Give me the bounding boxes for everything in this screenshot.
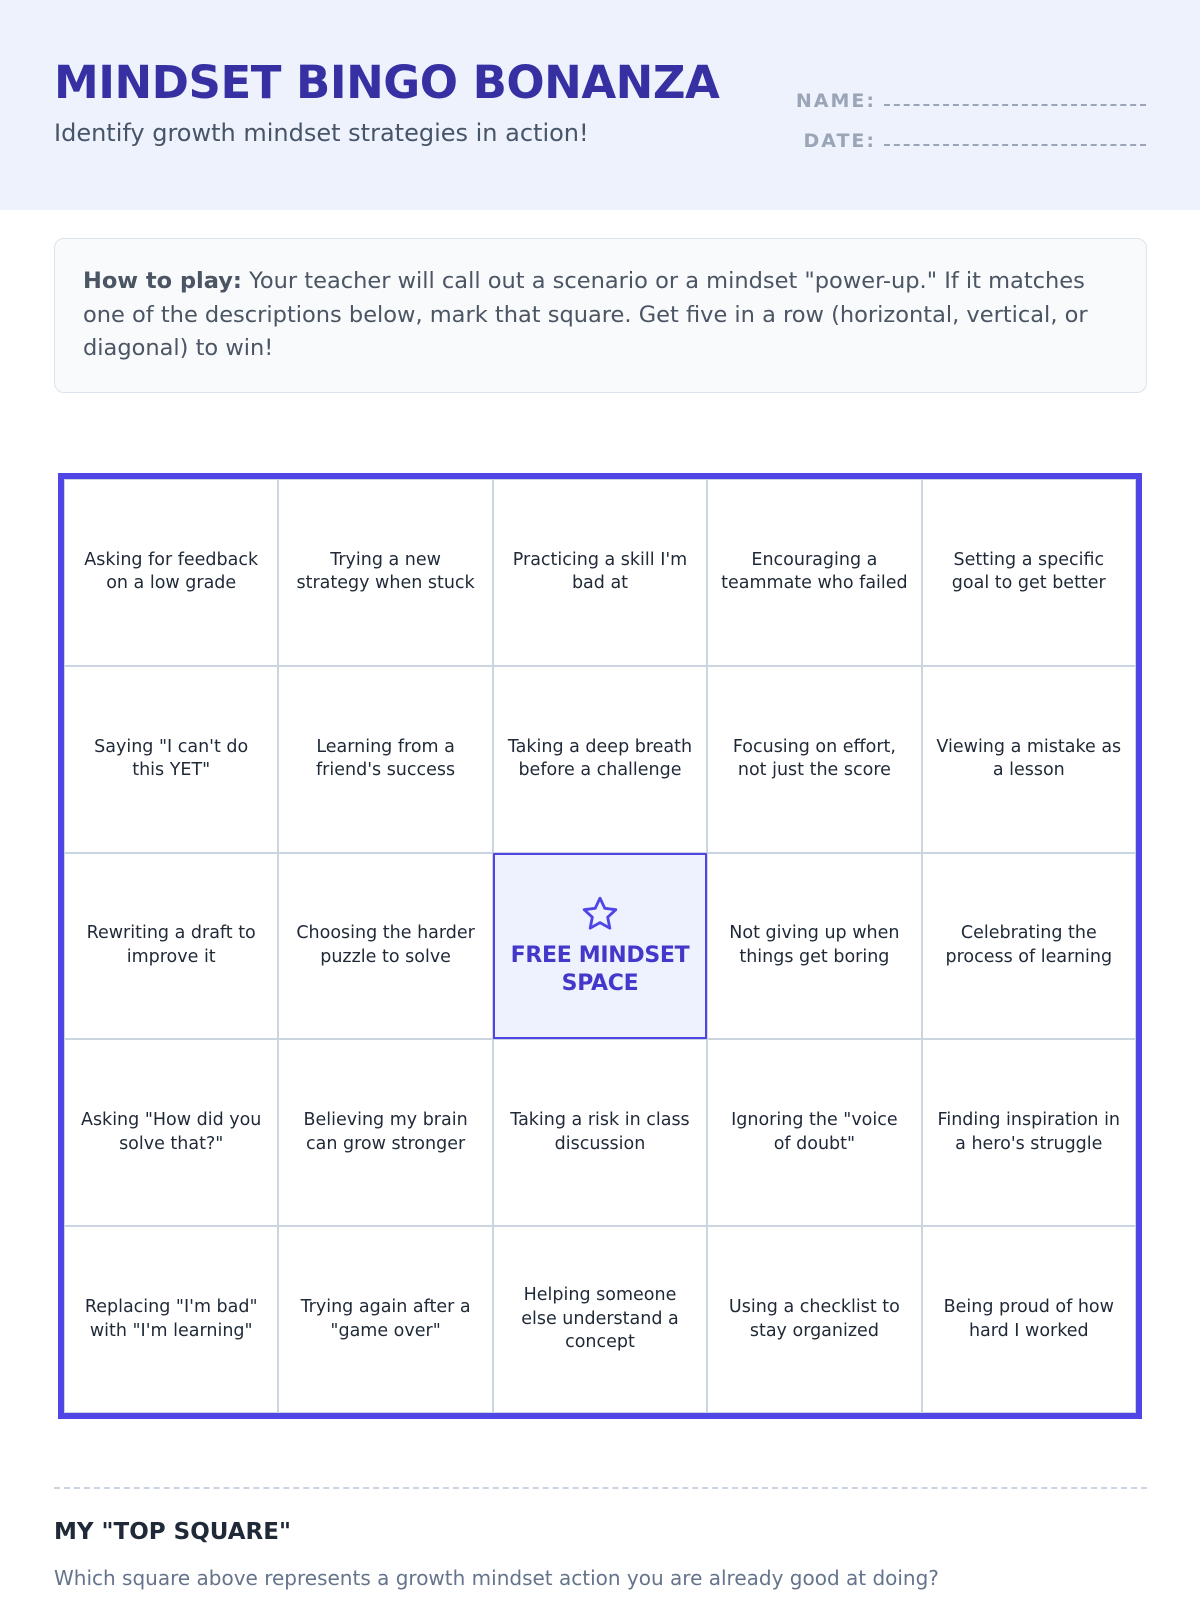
bingo-square-label: Practicing a skill I'm bad at <box>512 549 688 594</box>
reflection-title: MY "TOP SQUARE" <box>54 1519 291 1545</box>
bingo-square[interactable] <box>707 1226 921 1413</box>
bingo-square[interactable] <box>64 1039 278 1226</box>
bingo-square-label: Saying "I can't do this YET" <box>94 736 249 781</box>
bingo-square[interactable] <box>278 1226 492 1413</box>
bingo-square-label: Replacing "I'm bad" with "I'm learning" <box>84 1297 258 1341</box>
page-title: MINDSET BINGO BONANZA <box>54 56 720 109</box>
instructions-box <box>54 238 1147 393</box>
instructions-lead: How to play: <box>83 268 242 294</box>
bingo-square[interactable] <box>278 1039 492 1226</box>
free-space-label: FREE MINDSET SPACE <box>510 942 690 996</box>
bingo-square-label: Not giving up when things get boring <box>729 923 900 967</box>
bingo-square-label: Helping someone else understand a concept <box>521 1285 679 1353</box>
free-space-square[interactable] <box>493 853 707 1040</box>
bingo-square[interactable] <box>707 479 921 666</box>
bingo-square-label: Trying a new strategy when stuck <box>296 549 475 594</box>
bingo-square[interactable] <box>493 666 707 853</box>
bingo-square-label: Learning from a friend's success <box>316 736 456 781</box>
bingo-square-label: Asking "How did you solve that?" <box>80 1110 262 1154</box>
date-blank-line[interactable] <box>884 144 1146 146</box>
bingo-square[interactable] <box>278 479 492 666</box>
bingo-square[interactable] <box>922 853 1136 1040</box>
bingo-square[interactable] <box>64 1226 278 1413</box>
bingo-square-label: Taking a deep breath before a challenge <box>507 736 693 781</box>
bingo-square-label: Being proud of how hard I worked <box>943 1297 1114 1341</box>
bingo-square-label: Using a checklist to stay organized <box>728 1297 900 1341</box>
bingo-square[interactable] <box>707 666 921 853</box>
bingo-square-label: Finding inspiration in a hero's struggle <box>937 1110 1121 1154</box>
bingo-square[interactable] <box>922 666 1136 853</box>
bingo-square-label: Encouraging a teammate who failed <box>721 549 908 594</box>
instructions-text: Your teacher will call out a scenario or a mindset "power-up." If it matches one of the descriptions below, mark that square. Get five in a row (horizontal, vertical, or diagonal) to win! <box>83 268 1088 361</box>
bingo-square-label: Taking a risk in class discussion <box>510 1110 690 1154</box>
bingo-square[interactable] <box>493 1226 707 1413</box>
worksheet-header <box>0 0 1200 210</box>
page-subtitle: Identify growth mindset strategies in action! <box>54 119 589 147</box>
name-label: NAME: <box>795 90 876 112</box>
name-blank-line[interactable] <box>884 104 1146 106</box>
bingo-square[interactable] <box>493 479 707 666</box>
bingo-square-label: Setting a specific goal to get better <box>951 549 1106 594</box>
bingo-square[interactable] <box>278 666 492 853</box>
bingo-square[interactable] <box>64 479 278 666</box>
bingo-square[interactable] <box>707 1039 921 1226</box>
bingo-square[interactable] <box>922 479 1136 666</box>
bingo-square-label: Rewriting a draft to improve it <box>86 923 256 967</box>
bingo-board <box>58 473 1142 1419</box>
bingo-square[interactable] <box>707 853 921 1040</box>
bingo-square[interactable] <box>493 1039 707 1226</box>
bingo-square-label: Believing my brain can grow stronger <box>303 1110 468 1154</box>
bingo-square-label: Ignoring the "voice of doubt" <box>731 1110 898 1154</box>
bingo-square-label: Asking for feedback on a low grade <box>84 549 259 594</box>
bingo-square-label: Focusing on effort, not just the score <box>732 736 896 781</box>
date-field[interactable] <box>803 122 1146 152</box>
bingo-square[interactable] <box>64 853 278 1040</box>
star-outline-icon <box>579 894 621 934</box>
bingo-square[interactable] <box>922 1039 1136 1226</box>
bingo-square[interactable] <box>64 666 278 853</box>
reflection-prompt: Which square above represents a growth mindset action you are already good at doing? <box>54 1566 939 1590</box>
section-divider <box>54 1487 1147 1489</box>
bingo-square[interactable] <box>922 1226 1136 1413</box>
bingo-square-label: Celebrating the process of learning <box>945 923 1113 967</box>
bingo-square-label: Trying again after a "game over" <box>300 1297 471 1341</box>
bingo-square[interactable] <box>278 853 492 1040</box>
bingo-square-label: Choosing the harder puzzle to solve <box>296 923 475 967</box>
bingo-square-label: Viewing a mistake as a lesson <box>936 736 1122 781</box>
date-label: DATE: <box>803 130 876 152</box>
name-field[interactable] <box>796 82 1146 112</box>
